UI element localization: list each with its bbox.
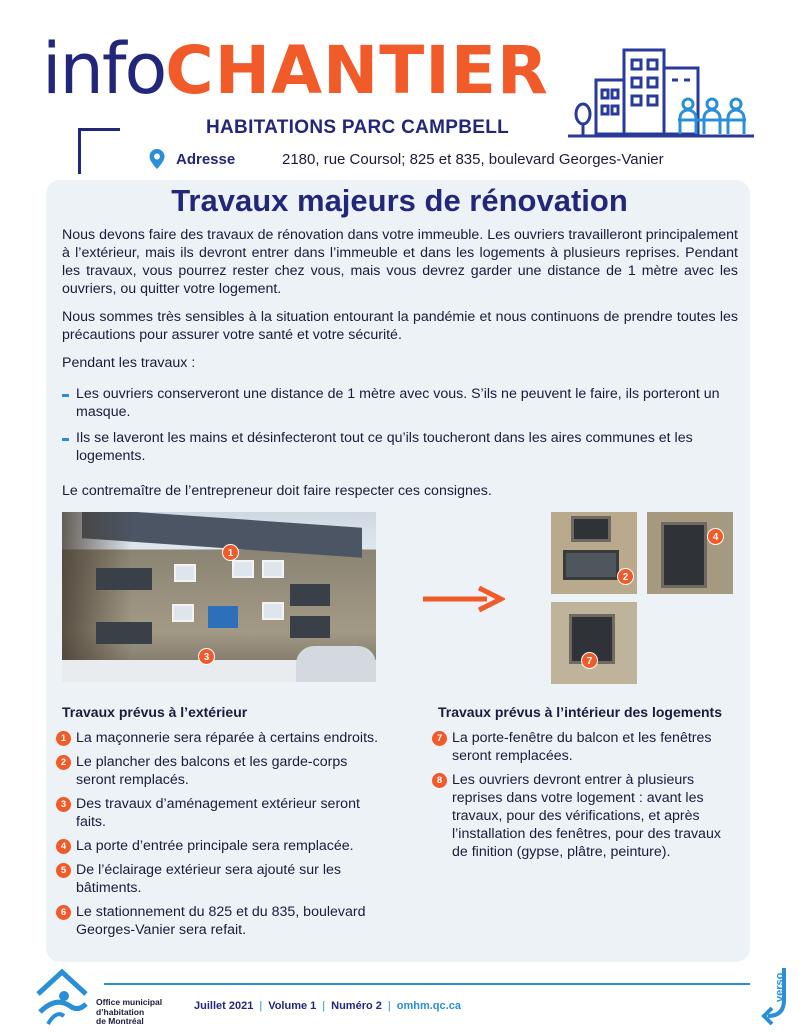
door-detail-photo (647, 512, 733, 594)
list-item: Les ouvriers conserveront une distance de 1 mètre avec vous. S’ils ne peuvent le faire, ils porteront un masque. (62, 385, 738, 421)
list-item: 2 Le plancher des balcons et les garde-corps seront remplacés. (56, 753, 386, 789)
list-item: 7 La porte-fenêtre du balcon et les fenêtres seront remplacées. (432, 729, 732, 765)
number-badge: 4 (56, 839, 71, 854)
organization-name: Office municipal d’habitation de Montréal (96, 997, 163, 1026)
photo-window (172, 604, 194, 622)
list-item: 3 Des travaux d’aménagement extérieur seront faits. (56, 795, 386, 831)
number-badge: 6 (56, 905, 71, 920)
number-badge: 8 (432, 773, 447, 788)
list-item: 5 De l’éclairage extérieur sera ajouté sur les bâtiments. (56, 861, 386, 897)
number-badge: 1 (56, 731, 71, 746)
arrow-right-icon (421, 585, 505, 613)
photo-window (262, 560, 284, 578)
balcony-detail-photo (551, 512, 637, 594)
footer-divider (104, 983, 750, 985)
issue-volume: Volume 1 (268, 1000, 317, 1012)
number-badge: 3 (56, 797, 71, 812)
issue-date: Juillet 2021 (194, 1000, 254, 1012)
photo-balcony (290, 584, 330, 606)
dash-bullet-icon (62, 394, 69, 397)
photo-window (571, 516, 611, 542)
omhm-logo (34, 966, 90, 1026)
photo-door (661, 522, 707, 588)
verso-label: verso (774, 972, 786, 1002)
interior-works-list (432, 729, 732, 867)
issue-info: Juillet 2021 | Volume 1 | Numéro 2 | omhm.qc.ca (194, 1000, 461, 1012)
list-item: 6 Le stationnement du 825 et du 835, boulevard Georges-Vanier sera refait. (56, 903, 386, 939)
website-link[interactable]: omhm.qc.ca (396, 1000, 461, 1012)
issue-number: Numéro 2 (331, 1000, 382, 1012)
exterior-works-list (56, 729, 386, 945)
photo-marker: 1 (222, 544, 239, 561)
exterior-works-title: Travaux prévus à l’extérieur (62, 704, 248, 720)
list-item: 4 La porte d’entrée principale sera remplacée. (56, 837, 386, 855)
brand-title (42, 28, 549, 118)
photo-window (174, 564, 196, 582)
header-corner-bracket (78, 128, 120, 174)
photo-marker: 2 (617, 568, 634, 585)
address-row (148, 146, 664, 172)
photo-car (296, 646, 376, 682)
foreman-paragraph: Le contremaître de l’entrepreneur doit faire respecter ces consignes. (62, 483, 492, 499)
pandemic-paragraph: Nous sommes très sensibles à la situation entourant la pandémie et nous continuons de prendre toutes les précautions pour assurer votre santé et votre sécurité. (62, 309, 738, 343)
photo-tree (62, 512, 132, 682)
intro-paragraph: Nous devons faire des travaux de rénovation dans votre immeuble. Les ouvriers travailleront principalement à l’extérieur, mais ils devront entrer dans l’immeuble et dans les logements à plusieurs reprises. Pendant les travaux, vous pourrez rester chez vous, mais vous devrez garder une distance de 1 mètre avec les ouvriers, ou quitter votre logement. (62, 227, 738, 297)
list-item: 1 La maçonnerie sera réparée à certains endroits. (56, 729, 386, 747)
photo-marker: 4 (707, 528, 724, 545)
during-works-label: Pendant les travaux : (62, 355, 196, 371)
photo-balcony (96, 622, 152, 644)
safety-bullets (62, 385, 738, 473)
list-item: 8 Les ouvriers devront entrer à plusieurs reprises dans votre logement : avant les travaux, pour des vérifications, et après l’installation des fenêtres, pour des travaux de finition (gypse, plâtre, peinture). (432, 771, 732, 861)
number-badge: 7 (432, 731, 447, 746)
list-item: Ils se laveront les mains et désinfecteront tout ce qu’ils toucheront dans les aires communes et les logements. (62, 429, 738, 465)
photo-balcony-rail (563, 550, 619, 580)
page-title: Travaux majeurs de rénovation (171, 183, 628, 218)
photo-balcony (290, 616, 330, 638)
address-label: Adresse (176, 150, 236, 168)
photo-marker: 3 (198, 648, 215, 665)
interior-works-title: Travaux prévus à l’intérieur des logements (438, 704, 722, 720)
photo-marker: 7 (581, 652, 598, 669)
project-name: HABITATIONS PARC CAMPBELL (206, 117, 510, 138)
window-detail-photo (551, 602, 637, 684)
photo-window (262, 602, 284, 620)
location-pin-icon (148, 148, 166, 170)
number-badge: 2 (56, 755, 71, 770)
photo-entrance (208, 606, 238, 628)
brand-prefix: info (42, 28, 166, 110)
address-value: 2180, rue Coursol; 825 et 835, boulevard Georges-Vanier (282, 150, 664, 168)
photo-window (232, 560, 254, 578)
dash-bullet-icon (62, 438, 69, 441)
photo-balcony (96, 568, 152, 590)
building-exterior-photo (62, 512, 376, 682)
buildings-people-illustration (566, 44, 756, 140)
number-badge: 5 (56, 863, 71, 878)
brand-main: CHANTIER (165, 32, 549, 109)
